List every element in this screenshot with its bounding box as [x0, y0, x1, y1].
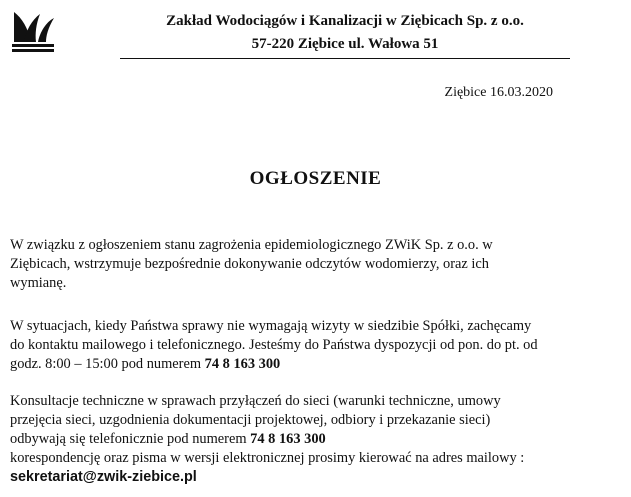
paragraph-meter-readings	[10, 236, 625, 293]
document-title: OGŁOSZENIE	[249, 168, 382, 189]
phone-number[interactable]: 74 8 163 300	[250, 431, 326, 447]
letterhead	[120, 11, 570, 54]
text-line: W związku z ogłoszeniem stanu zagrożenia epidemiologicznego ZWiK Sp. z o.o. w	[10, 237, 493, 253]
text-fragment: godz. 8:00 – 15:00 pod numerem	[10, 356, 202, 372]
paragraph-contact	[10, 317, 625, 374]
text-fragment: odbywają się telefonicznie pod numerem	[10, 431, 247, 447]
text-line	[10, 430, 625, 449]
header-divider	[120, 58, 570, 59]
phone-number[interactable]: 74 8 163 300	[204, 356, 281, 372]
document-date: Ziębice 16.03.2020	[444, 85, 553, 100]
text-line: Ziębicach, wstrzymuje bezpośrednie dokonywanie odczytów wodomierzy, oraz ich	[10, 256, 489, 272]
text-line	[10, 355, 625, 374]
text-line	[10, 468, 625, 487]
text-line: W sytuacjach, kiedy Państwa sprawy nie wymagają wizyty w siedzibie Spółki, zachęcamy	[10, 318, 532, 334]
company-logo	[10, 8, 56, 56]
paragraph-technical	[10, 392, 625, 487]
text-line: przejęcia sieci, uzgodnienia dokumentacji projektowej, odbiory i przekazanie sieci)	[10, 412, 491, 428]
company-name: Zakład Wodociągów i Kanalizacji w Ziębicach Sp. z o.o.	[166, 13, 524, 29]
text-line: wymianę.	[10, 275, 67, 291]
text-line: do kontaktu mailowego i telefonicznego. Jesteśmy do Państwa dyspozycji od pon. do pt. od	[10, 337, 538, 353]
company-address: 57-220 Ziębice ul. Wałowa 51	[251, 36, 439, 52]
text-line: korespondencję oraz pisma w wersji elektronicznej prosimy kierować na adres mailowy :	[10, 450, 525, 466]
email-address[interactable]: sekretariat@zwik-ziebice.pl	[10, 469, 197, 485]
text-line: Konsultacje techniczne w sprawach przyłączeń do sieci (warunki techniczne, umowy	[10, 393, 501, 409]
